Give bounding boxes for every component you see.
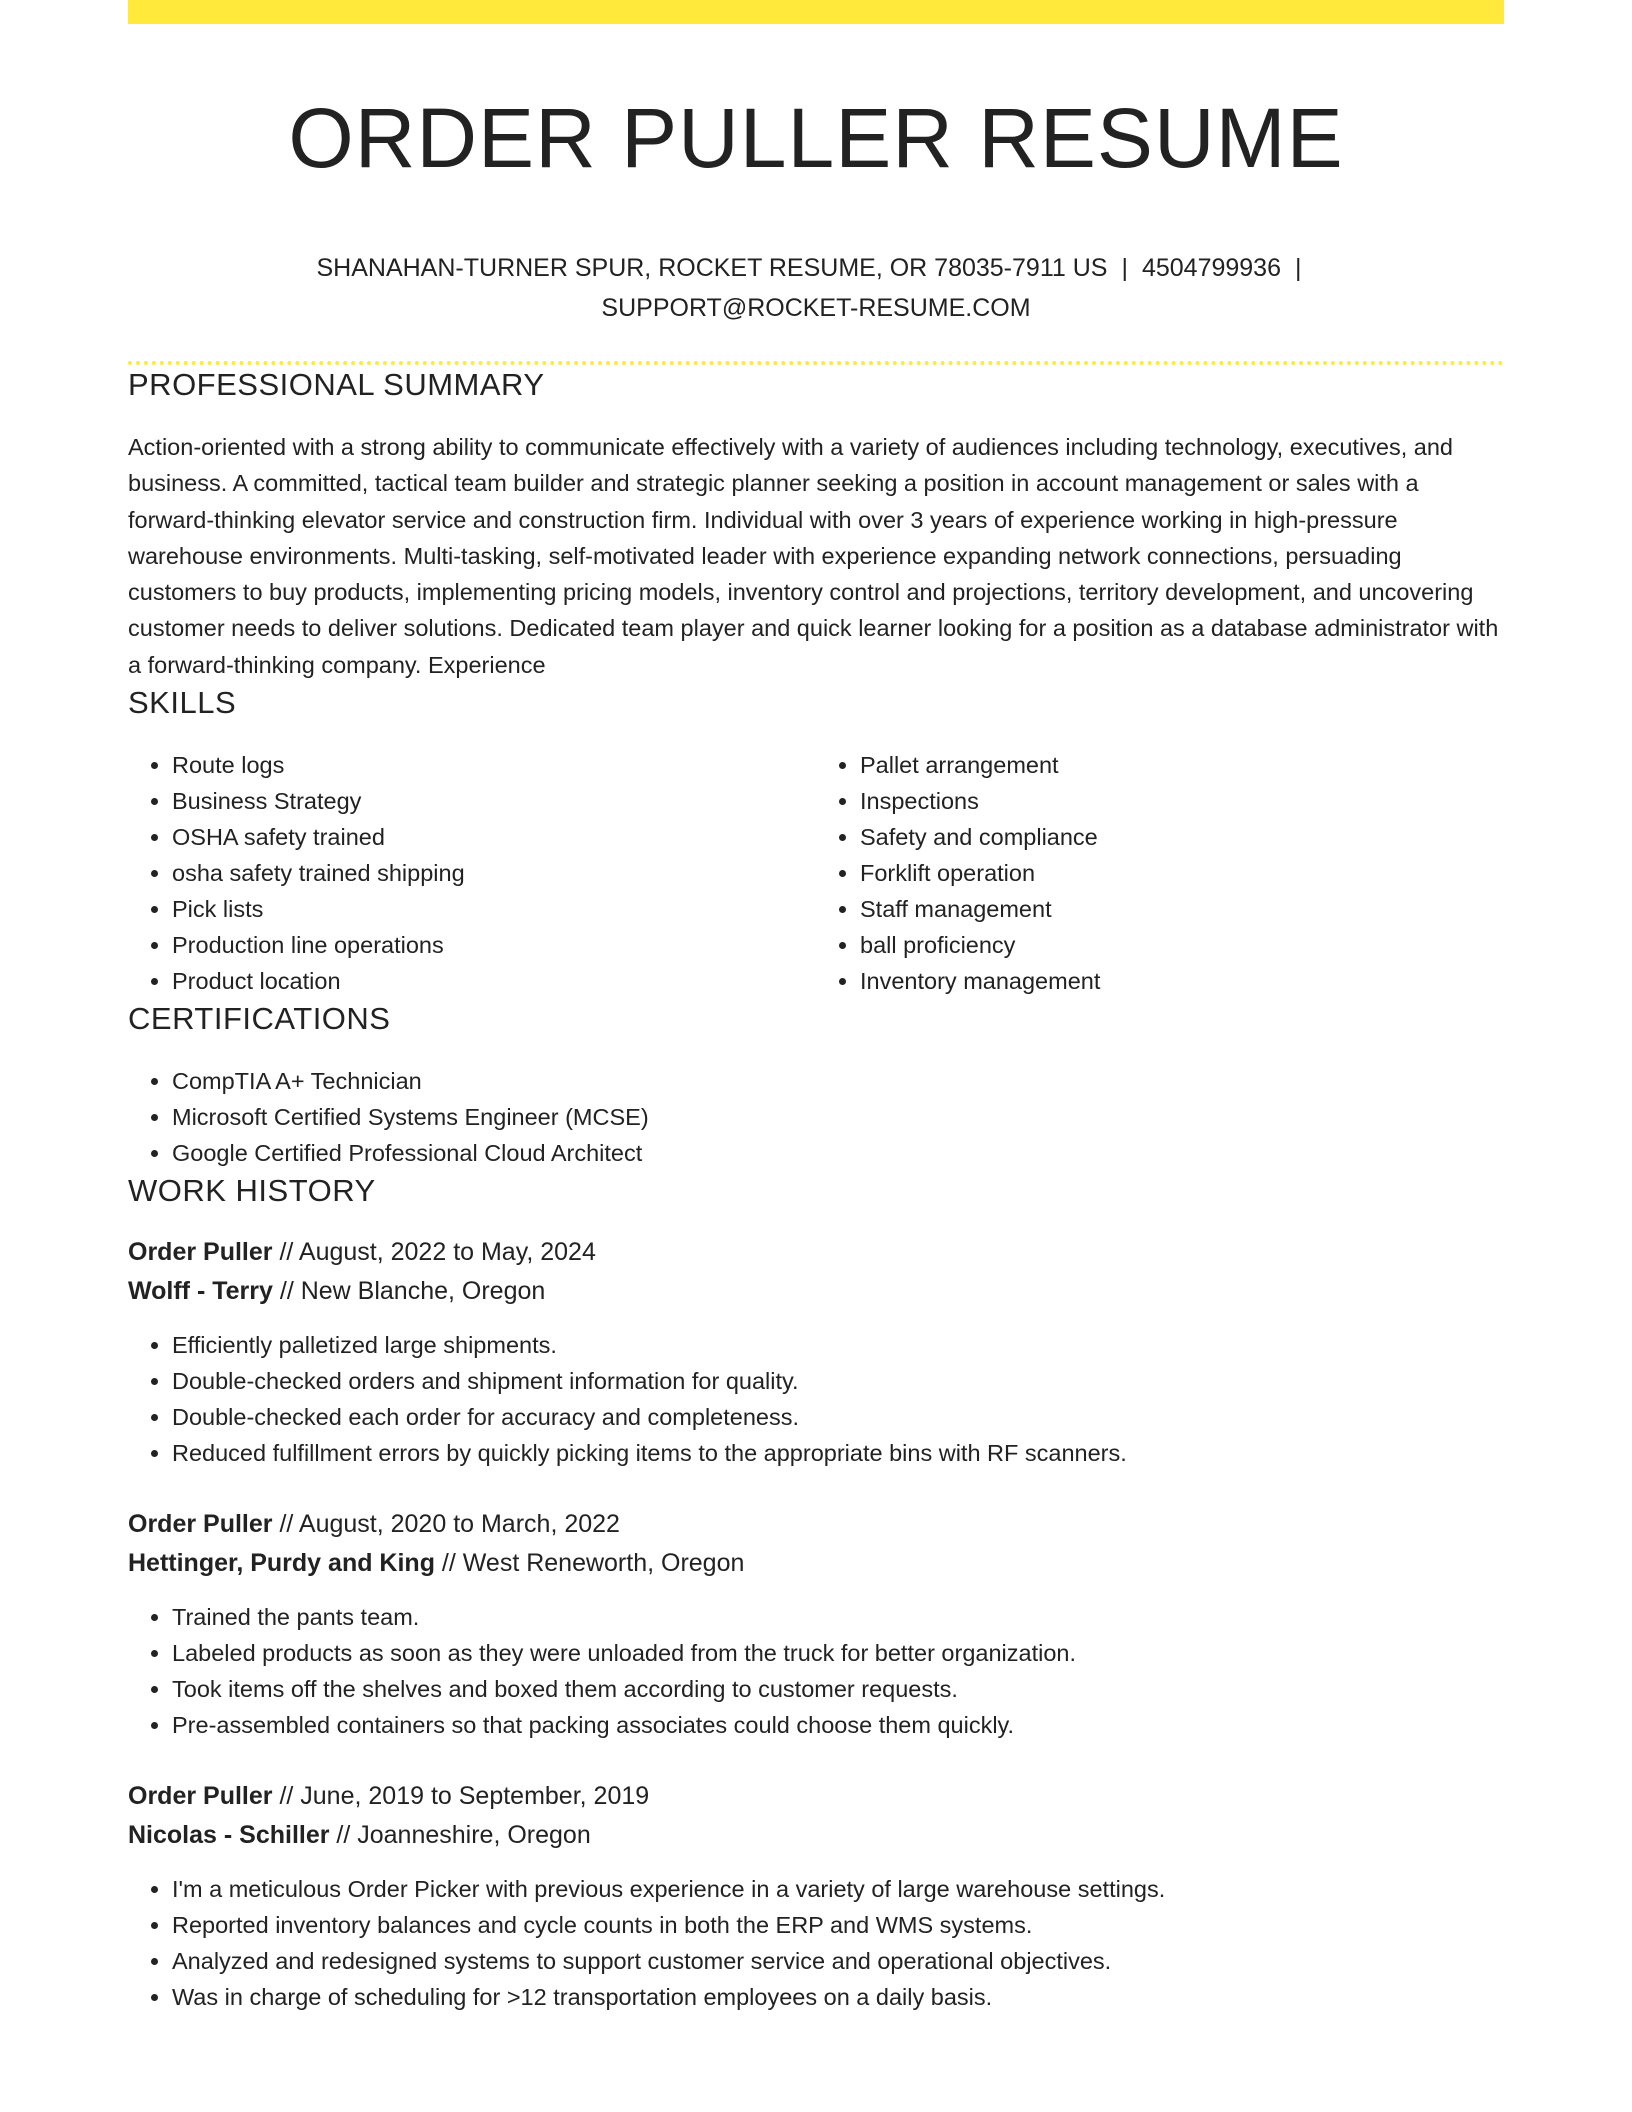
contact-separator: | (1121, 254, 1128, 282)
work-history-heading: WORK HISTORY (128, 1173, 376, 1209)
job-company-line (128, 1544, 1504, 1583)
resume-page (128, 0, 1504, 2015)
contact-info (128, 248, 1504, 328)
skill-item: • Production line operations (172, 927, 816, 963)
resume-title: ORDER PULLER RESUME (288, 91, 1344, 185)
summary-heading: PROFESSIONAL SUMMARY (128, 367, 545, 402)
certifications-list (128, 1063, 1504, 1171)
job-bullet: • Reported inventory balances and cycle counts in both the ERP and WMS systems. (172, 1907, 1504, 1943)
job-bullet: • Analyzed and redesigned systems to support customer service and operational objectives. (172, 1943, 1504, 1979)
job-title-line (128, 1233, 1504, 1272)
job-bullet: • Trained the pants team. (172, 1599, 1504, 1635)
job-location: // West Reneworth, Oregon (434, 1549, 745, 1578)
job-dates: // June, 2019 to September, 2019 (272, 1782, 650, 1811)
contact-separator: | (1295, 254, 1302, 282)
skill-item: • Pick lists (172, 891, 816, 927)
skill-item: • OSHA safety trained (172, 819, 816, 855)
job-location: // New Blanche, Oregon (272, 1277, 546, 1306)
certification-item: • Google Certified Professional Cloud Architect (172, 1135, 1504, 1171)
job-bullet: • Double-checked each order for accuracy and completeness. (172, 1399, 1504, 1435)
job-bullet: • Efficiently palletized large shipments. (172, 1327, 1504, 1363)
job-title-line (128, 1777, 1504, 1816)
contact-email[interactable]: SUPPORT@ROCKET-RESUME.COM (601, 294, 1031, 322)
job-bullet: • I'm a meticulous Order Picker with previous experience in a variety of large warehouse settings. (172, 1871, 1504, 1907)
job-company-line (128, 1816, 1504, 1855)
job-bullets (128, 1599, 1504, 1743)
skill-item: • Route logs (172, 747, 816, 783)
top-accent-bar (128, 0, 1504, 24)
skills-list-right (816, 747, 1504, 999)
skills-columns (128, 747, 1504, 999)
job-bullet: • Took items off the shelves and boxed them according to customer requests. (172, 1671, 1504, 1707)
job-bullet: • Reduced fulfillment errors by quickly picking items to the appropriate bins with RF scanners. (172, 1435, 1504, 1471)
job-entry (128, 1777, 1504, 2015)
job-title: Order Puller (128, 1238, 273, 1267)
job-bullet: • Pre-assembled containers so that packing associates could choose them quickly. (172, 1707, 1504, 1743)
skill-item: • Inventory management (860, 963, 1504, 999)
summary-text: Action-oriented with a strong ability to communicate effectively with a variety of audiences including technology, executives, and business. A committed, tactical team builder and strategic planner seeking a position in account management or sales with a forward-thinking elevator service and construction firm. Individual with over 3 years of experience working in high-pressure warehouse environments. Multi-tasking, self-motivated leader with experience expanding network connections, persuading customers to buy products, implementing pricing models, inventory control and projections, territory development, and uncovering customer needs to deliver solutions. Dedicated team player and quick learner looking for a position as a database administrator with a forward-thinking company. Experience (128, 434, 1499, 678)
skill-item: • Product location (172, 963, 816, 999)
skill-item: • Safety and compliance (860, 819, 1504, 855)
job-company-line (128, 1272, 1504, 1311)
skill-item: • Staff management (860, 891, 1504, 927)
job-title-line (128, 1505, 1504, 1544)
job-bullet: • Labeled products as soon as they were unloaded from the truck for better organization. (172, 1635, 1504, 1671)
certification-item: • Microsoft Certified Systems Engineer (MCSE) (172, 1099, 1504, 1135)
job-bullets (128, 1871, 1504, 2015)
skill-item: • Pallet arrangement (860, 747, 1504, 783)
job-title: Order Puller (128, 1510, 273, 1539)
job-dates: // August, 2020 to March, 2022 (272, 1510, 620, 1539)
job-dates: // August, 2022 to May, 2024 (272, 1238, 596, 1267)
job-bullet: • Was in charge of scheduling for >12 transportation employees on a daily basis. (172, 1979, 1504, 2015)
certification-item: • CompTIA A+ Technician (172, 1063, 1504, 1099)
certifications-heading: CERTIFICATIONS (128, 1001, 391, 1037)
job-company: Wolff - Terry (128, 1277, 273, 1306)
skills-list-left (128, 747, 816, 999)
job-bullet: • Double-checked orders and shipment information for quality. (172, 1363, 1504, 1399)
skill-item: • osha safety trained shipping (172, 855, 816, 891)
skill-item: • Inspections (860, 783, 1504, 819)
job-location: // Joanneshire, Oregon (329, 1821, 591, 1850)
skills-heading: SKILLS (128, 685, 237, 721)
job-company: Nicolas - Schiller (128, 1821, 330, 1850)
skill-item: • ball proficiency (860, 927, 1504, 963)
job-bullets (128, 1327, 1504, 1471)
skill-item: • Forklift operation (860, 855, 1504, 891)
skill-item: • Business Strategy (172, 783, 816, 819)
job-title: Order Puller (128, 1782, 273, 1811)
job-company: Hettinger, Purdy and King (128, 1549, 435, 1578)
job-entry (128, 1233, 1504, 1471)
contact-address: SHANAHAN-TURNER SPUR, ROCKET RESUME, OR 78035-7911 US (316, 254, 1108, 282)
contact-phone[interactable]: 4504799936 (1141, 254, 1281, 282)
job-entry (128, 1505, 1504, 1743)
